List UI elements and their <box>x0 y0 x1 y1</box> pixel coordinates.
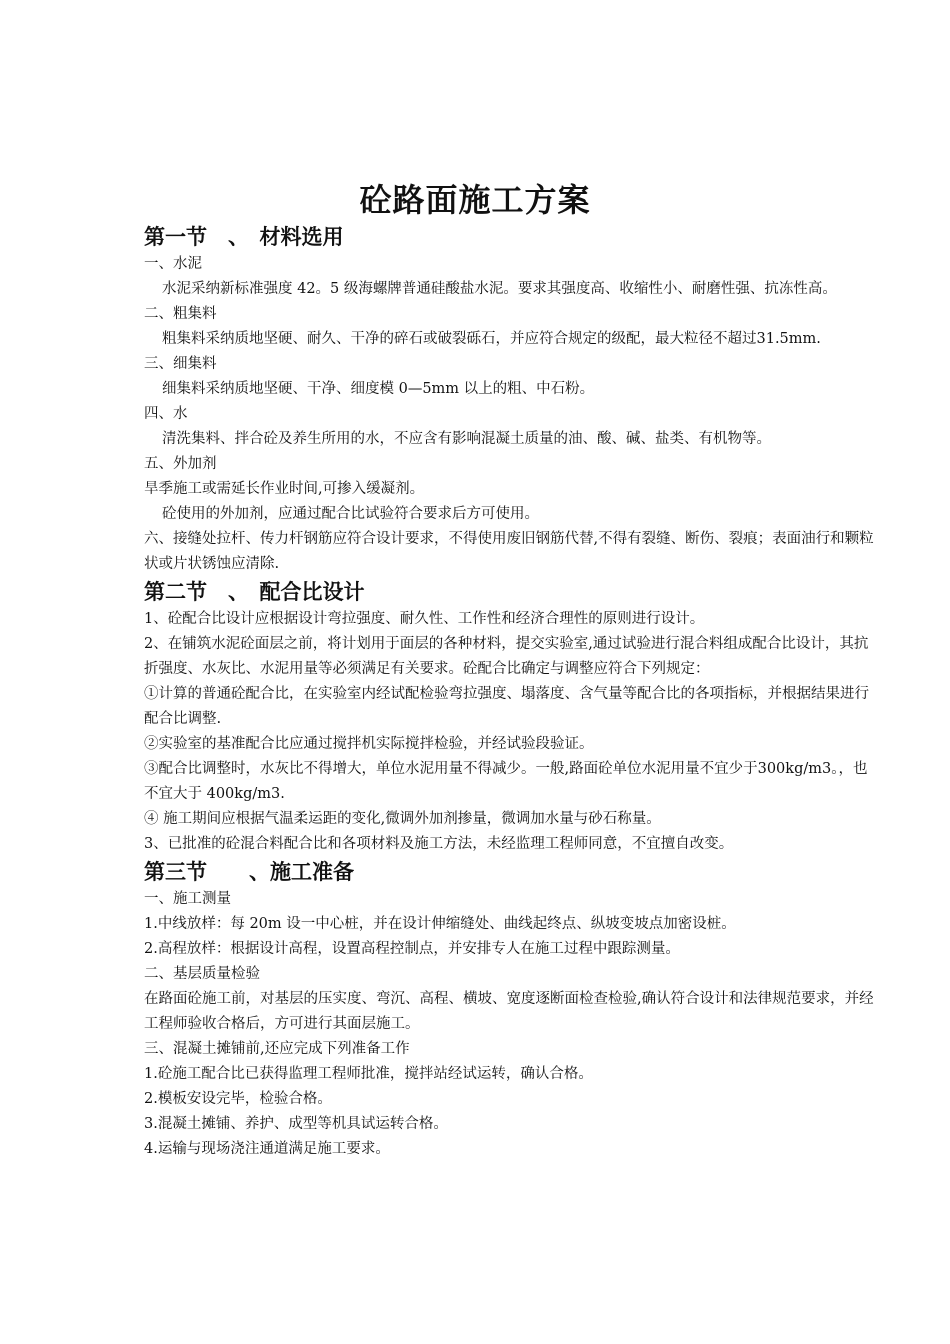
paragraph: 细集料采纳质地坚硬、干净、细度模 0—5mm 以上的粗、中石粉。 <box>162 381 595 397</box>
paragraph: ③配合比调整时，水灰比不得增大，单位水泥用量不得减少。一般,路面砼单位水泥用量不宜少于300kg/m3。，也不宜大于 400kg/m3. <box>144 761 868 802</box>
paragraph: 2.高程放样：根据设计高程，设置高程控制点，并安排专人在施工过程中跟踪测量。 <box>144 941 680 957</box>
paragraph: 1、砼配合比设计应根据设计弯拉强度、耐久性、工作性和经济合理性的原则进行设计。 <box>144 611 705 627</box>
list-item: 3.混凝土摊铺、养护、成型等机具试运转合格。 <box>144 1116 448 1132</box>
list-item: 1.砼施工配合比已获得监理工程师批准，搅拌站经试运转，确认合格。 <box>144 1066 593 1082</box>
paragraph: 砼使用的外加剂，应通过配合比试验符合要求后方可使用。 <box>162 506 539 522</box>
subheading: 二、基层质量检验 <box>144 966 260 982</box>
paragraph: ④ 施工期间应根据气温柔运距的变化,微调外加剂掺量，微调加水量与砂石称量。 <box>144 811 661 827</box>
subheading: 一、施工测量 <box>144 891 231 907</box>
paragraph: 旱季施工或需延长作业时间,可掺入缓凝剂。 <box>144 481 425 497</box>
paragraph: 清洗集料、拌合砼及养生所用的水，不应含有影响混凝土质量的油、酸、碱、盐类、有机物等。 <box>162 431 771 447</box>
section-heading: 第二节 、 配合比设计 <box>144 580 365 604</box>
paragraph: 在路面砼施工前，对基层的压实度、弯沉、高程、横坡、宽度逐断面检查检验,确认符合设计和法律规范要求，并经工程师验收合格后，方可进行其面层施工。 <box>144 991 874 1032</box>
subheading: 一、水泥 <box>144 256 202 272</box>
paragraph: 六、接缝处拉杆、传力杆钢筋应符合设计要求，不得使用废旧钢筋代替,不得有裂缝、断伤、裂痕；表面油行和颗粒状或片状锈蚀应清除. <box>144 531 874 572</box>
paragraph: 粗集料采纳质地坚硬、耐久、干净的碎石或破裂砾石，并应符合规定的级配，最大粒径不超过31.5mm. <box>162 331 821 347</box>
list-item: 2.模板安设完毕，检验合格。 <box>144 1091 332 1107</box>
paragraph: 1.中线放样：每 20m 设一中心桩，并在设计伸缩缝处、曲线起终点、纵坡变坡点加密设桩。 <box>144 916 736 932</box>
subheading: 五、外加剂 <box>144 456 217 472</box>
document-title: 砼路面施工方案 <box>359 181 591 219</box>
subheading: 二、粗集料 <box>144 306 217 322</box>
paragraph: ②实验室的基准配合比应通过搅拌机实际搅拌检验，并经试验段验证。 <box>144 736 594 752</box>
section-2 <box>144 577 874 857</box>
paragraph: ①计算的普通砼配合比，在实验室内经试配检验弯拉强度、塌落度、含气量等配合比的各项指标，并根据结果进行配合比调整. <box>144 686 869 727</box>
document-body <box>144 222 874 1162</box>
subheading: 三、混凝土摊铺前,还应完成下列准备工作 <box>144 1041 410 1057</box>
subheading: 四、水 <box>144 406 188 422</box>
paragraph: 3、已批准的砼混合料配合比和各项材料及施工方法，未经监理工程师同意，不宜擅自改变。 <box>144 836 734 852</box>
paragraph: 水泥采纳新标准强度 42。5 级海螺牌普通硅酸盐水泥。要求其强度高、收缩性小、耐磨性强、抗冻性高。 <box>162 281 837 297</box>
section-3 <box>144 857 874 1162</box>
section-1 <box>144 222 874 577</box>
paragraph: 2、在铺筑水泥砼面层之前，将计划用于面层的各种材料，提交实验室,通过试验进行混合料组成配合比设计，其抗折强度、水灰比、水泥用量等必须满足有关要求。砼配合比确定与调整应符合下列规定： <box>144 636 869 677</box>
section-heading: 第一节 、 材料选用 <box>144 225 344 249</box>
subheading: 三、细集料 <box>144 356 217 372</box>
list-item: 4.运输与现场浇注通道满足施工要求。 <box>144 1141 390 1157</box>
section-heading: 第三节 、施工准备 <box>144 860 354 884</box>
